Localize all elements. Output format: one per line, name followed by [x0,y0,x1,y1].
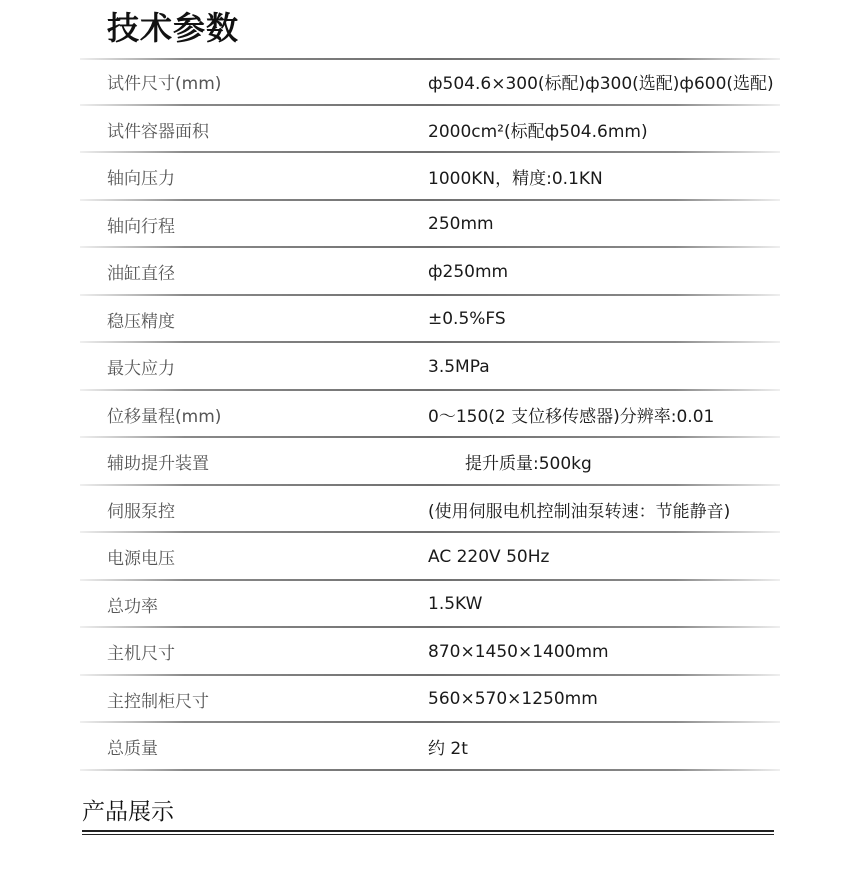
spec-value: 2000cm²(标配ф504.6mm) [428,121,648,142]
spec-value: 约 2t [428,739,468,760]
spec-value: 1.5KW [428,594,483,615]
spec-row-main-unit-size [80,628,780,676]
spec-value: 1000KN，精度:0.1KN [428,169,603,190]
spec-row-pressure-stability [80,296,780,344]
spec-row-container-area [80,106,780,154]
spec-row-lifting-device [80,438,780,486]
spec-row-power-voltage [80,533,780,581]
spec-label: 总功率 [107,596,158,617]
section-divider [82,830,774,835]
spec-value: AC 220V 50Hz [428,546,550,567]
spec-label: 最大应力 [107,359,175,380]
spec-label: 辅助提升装置 [107,454,209,475]
spec-label: 油缸直径 [107,264,175,285]
spec-value: 870×1450×1400mm [428,641,609,662]
spec-row-displacement-range [80,391,780,439]
spec-row-control-cabinet-size [80,676,780,724]
spec-label: 试件尺寸(mm) [107,74,222,95]
spec-row-total-power [80,581,780,629]
spec-value: ±0.5%FS [428,309,506,330]
spec-label: 伺服泵控 [107,501,175,522]
spec-label: 试件容器面积 [107,121,209,142]
spec-row-cylinder-diameter [80,248,780,296]
spec-label: 轴向行程 [107,216,175,237]
spec-row-total-mass [80,723,780,771]
spec-value: ф504.6×300(标配)ф300(选配)ф600(选配) [428,74,774,95]
spec-value: (使用伺服电机控制油泵转速：节能静音) [428,501,731,522]
spec-label: 电源电压 [107,549,175,570]
spec-label: 轴向压力 [107,169,175,190]
spec-row-max-stress [80,343,780,391]
page-title: 技术参数 [107,9,240,47]
spec-value: ф250mm [428,261,509,282]
spec-label: 总质量 [107,739,158,760]
spec-table [80,58,780,771]
spec-label: 位移量程(mm) [107,406,222,427]
spec-value: 3.5MPa [428,356,490,377]
spec-row-servo-pump [80,486,780,534]
spec-value: 250mm [428,214,494,235]
section-title: 产品展示 [82,799,174,825]
spec-row-axial-stroke [80,201,780,249]
spec-label: 主机尺寸 [107,644,175,665]
spec-value: 0～150(2 支位移传感器)分辨率:0.01 [428,406,715,427]
spec-label: 稳压精度 [107,311,175,332]
spec-label: 主控制柜尺寸 [107,691,209,712]
spec-value: 560×570×1250mm [428,689,598,710]
spec-row-specimen-size [80,58,780,106]
spec-row-axial-pressure [80,153,780,201]
spec-value: 提升质量:500kg [465,454,592,475]
